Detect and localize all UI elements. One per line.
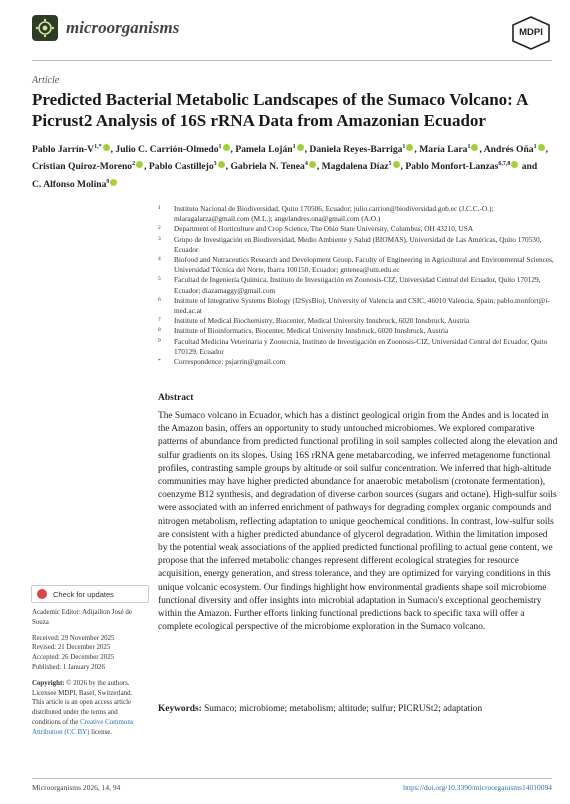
orcid-icon[interactable] xyxy=(406,144,413,151)
author-name: Magdalena Díaz xyxy=(321,161,389,173)
author xyxy=(309,144,414,155)
keywords xyxy=(158,703,558,716)
author xyxy=(419,144,479,155)
affiliation xyxy=(158,357,558,367)
affiliation-text: Grupo de Investigación en Biodiversidad, Medio Ambiente y Salud (BIOMAS), Universidad de Las Américas, Quito 170530, Ecuador xyxy=(174,234,542,254)
affiliation xyxy=(158,204,558,224)
author xyxy=(149,161,226,172)
orcid-icon[interactable] xyxy=(223,144,230,151)
author xyxy=(322,161,401,172)
orcid-icon[interactable] xyxy=(136,161,143,168)
copyright-notice xyxy=(32,679,144,738)
author-name: María Lara xyxy=(419,144,468,156)
author xyxy=(115,144,230,155)
received-date: Received: 29 November 2025 xyxy=(32,634,115,642)
author-affiliation-ref: 1,* xyxy=(94,144,102,150)
orcid-icon[interactable] xyxy=(538,144,545,151)
affiliation-number: 9 xyxy=(158,337,161,344)
academic-editor: Academic Editor: Adijailton José de Souza xyxy=(32,609,132,626)
affiliation-number: 6 xyxy=(158,296,161,303)
affiliation xyxy=(158,235,558,255)
check-for-updates-label: Check for updates xyxy=(53,589,114,599)
affiliation-number: 4 xyxy=(158,256,161,263)
license-link[interactable]: Creative Commons Attribution (CC BY) xyxy=(32,718,134,736)
revised-date: Revised: 21 December 2025 xyxy=(32,644,111,652)
check-for-updates-button[interactable] xyxy=(31,585,149,603)
citation: Microorganisms 2026, 14, 94 xyxy=(32,783,121,792)
affiliation-text: Institute of Integrative Systems Biology (I2SysBio), University of Valencia and CSIC, 46010 Valencia, Spain; pablo.monfort@i-med.ac.at xyxy=(174,295,550,316)
author-name: Gabriela N. Tenea xyxy=(230,161,305,173)
license-tail: license. xyxy=(91,728,113,736)
affiliation-text: Facultad de Ingeniería Química, Instituto de Investigación en Zoonosis-CIZ, Universidad Central del Ecuador, Quito 170129, Ecuador; diazamaggy@gmail.com xyxy=(174,275,541,295)
author-affiliation-ref: 1 xyxy=(467,144,471,150)
author-name: Julio C. Carrión-Olmedo xyxy=(115,144,219,156)
author-name: Pamela Loján xyxy=(235,144,293,156)
footer-rule xyxy=(32,778,552,779)
author-affiliation-ref: 6,7,8 xyxy=(498,161,511,168)
author-name: Andrés Oña xyxy=(483,144,534,156)
orcid-icon[interactable] xyxy=(393,161,400,168)
author-list: Pablo Jarrín-$V^{1,*}$ , Julio C. Carrión-Olmedo$^1$ , Pamela Loján$^1$ , Daniela Reyes-Barriga$^1$ , María Lara$^1$ , Andrés Oña$^1$ , Cristian Quiroz-Moreno$^2$ , Pablo Castillejo$^3$ , Gabriela N. Tenea$^4$ , Magdalena Díaz$^5$ , Pablo Monfort-Lanzas$^{6,7,8}$ and C. Alfonso Molina$^9$ xyxy=(32,144,548,190)
accepted-date: Accepted: 26 December 2025 xyxy=(32,654,115,662)
author-name: Pablo Jarrín-V xyxy=(32,144,95,156)
copyright-text: © 2026 by the authors. Licensee MDPI, Basel, Switzerland. This article is an open access article distributed under the terms and conditions of the xyxy=(32,679,133,726)
orcid-icon[interactable] xyxy=(218,161,225,168)
author xyxy=(484,144,546,155)
affiliation xyxy=(158,275,558,295)
orcid-icon[interactable] xyxy=(110,179,117,186)
orcid-icon[interactable] xyxy=(511,161,518,168)
article-title: Predicted Bacterial Metabolic Landscapes of the Sumaco Volcano: A Picrust2 Analysis of 16S rRNA Data from Amazonian Ecuador xyxy=(32,90,528,130)
affiliation xyxy=(158,255,558,275)
author-name: C. Alfonso Molina xyxy=(32,178,107,190)
affiliation-number: 3 xyxy=(158,235,161,242)
author-affiliation-ref: 5 xyxy=(388,161,392,168)
author xyxy=(32,161,144,172)
affiliation-list xyxy=(158,204,558,367)
affiliation-text: Institute of Medical Biochemistry, Biocenter, Medical University Innsbruck, 6020 Innsbruck, Austria xyxy=(174,316,470,326)
affiliation-text: Facultad Medicina Veterinaria y Zootecnia, Instituto de Investigación en Zoonosis-CIZ, Universidad Central del Ecuador, Quito 170129, Ecuador xyxy=(174,336,548,356)
affiliation-number: * xyxy=(158,358,161,365)
affiliation-text: Department of Horticulture and Crop Science, The Ohio State University, Columbus, OH 43210, USA xyxy=(174,224,474,234)
author xyxy=(405,161,519,172)
keywords-text: Sumaco; microbiome; metabolism; altitude; sulfur; PICRUSt2; adaptation xyxy=(204,704,483,714)
author-name: Daniela Reyes-Barriga xyxy=(309,144,403,156)
affiliation-number: 5 xyxy=(158,276,161,283)
author xyxy=(235,144,304,155)
affiliation xyxy=(158,326,558,336)
author xyxy=(32,179,118,190)
orcid-icon[interactable] xyxy=(297,144,304,151)
author-affiliation-ref: 4 xyxy=(304,161,308,168)
orcid-icon[interactable] xyxy=(103,144,110,151)
author-affiliation-ref: 2 xyxy=(132,161,136,168)
author-affiliation-ref: 1 xyxy=(292,144,296,150)
orcid-icon[interactable] xyxy=(471,144,478,151)
affiliation xyxy=(158,337,558,357)
author-name: Pablo Castillejo xyxy=(148,161,214,173)
author-affiliation-ref: 1 xyxy=(402,144,406,150)
affiliation xyxy=(158,316,558,326)
author-affiliation-ref: 9 xyxy=(106,178,110,185)
article-info-sidebar xyxy=(32,608,144,744)
keywords-label: Keywords: xyxy=(158,704,202,714)
orcid-icon[interactable] xyxy=(309,161,316,168)
affiliation-text: Correspondence: psjarrin@gmail.com xyxy=(174,357,286,367)
affiliation-text: Institute of Bioinformatics, Biocenter, Medical University Innsbruck, 6020 Innsbruck, Austria xyxy=(174,326,449,336)
update-icon xyxy=(37,589,47,599)
journal-logo xyxy=(32,15,58,41)
affiliation-text: Biofood and Nutraceutics Research and Development Group, Faculty of Engineering in Agricultural and Environmental Sciences, Universidad Técnica del Norte, Ibarra 100150, Ecuador; gntenea@utn.edu.ec xyxy=(174,255,554,275)
author xyxy=(230,161,316,172)
affiliation-number: 2 xyxy=(158,225,161,232)
published-date: Published: 1 January 2026 xyxy=(32,663,105,671)
author-name: Pablo Monfort-Lanzas xyxy=(405,161,499,173)
microbe-icon xyxy=(35,18,55,38)
article-type: Article xyxy=(32,75,60,86)
abstract-text: The Sumaco volcano in Ecuador, which has a distinct geological origin from the Andes and is located in the Amazon basin, offers an opportunity to study untouched microbiomes. We explored comparative patterns of abundance from predicted functional profiling in soil samples collected along the elevation and sulfur gradients on its slopes. Using 16S rRNA gene metabarcoding, we inferred metagenome functional profiles, contrasting sample groups by altitude or soil sulfur concentration. We inferred that high-altitude communities may have higher predicted abundance for anaerobic metabolism (crotonate fermentation), coenzyme B12 synthesis, and degradation of diverse carbon sources (sugars and octane). High-sulfur soils were associated with an inferred enrichment of pathways for degrading complex organic compounds and nitrogen metabolism, reflecting adaptation to unique geochemical conditions. In contrast, low-sulfur soils are consistent with a higher predicted abundance of glycerol degradation. Within the limitation imposed by the potential weak associations of the applied predicted functional profiling to actual gene content, we propose that the inferred metabolic changes represent different ecological strategies for resource acquisition, energy generation, and stress tolerance, and they are optimized for varying conditions in this unique volcanic ecosystem. Our findings highlight how environmental gradients shape soil microbiome functional diversity and offer insights into microbial adaptation in Sumaco's exceptional geochemistry within the Amazon. Further efforts linking functional predictions back to specific taxa will offer a complete ecological perspective of the microbiome exploration in the Sumaco volcano. xyxy=(158,411,558,633)
author xyxy=(32,144,111,155)
affiliation xyxy=(158,296,558,316)
affiliation xyxy=(158,224,558,234)
abstract-heading: Abstract xyxy=(158,393,194,403)
affiliation-number: 1 xyxy=(158,205,161,211)
publisher-name: MDPI xyxy=(519,27,543,38)
doi-link[interactable]: https://doi.org/10.3390/microorganisms14010094 xyxy=(403,783,552,792)
author-conjunction: and xyxy=(521,161,538,173)
journal-name: microorganisms xyxy=(66,18,180,37)
affiliation-number: 7 xyxy=(158,317,161,324)
header-rule xyxy=(32,60,552,61)
author-name: Cristian Quiroz-Moreno xyxy=(32,161,133,173)
affiliation-text: Instituto Nacional de Biodiversidad, Quito 170506, Ecuador; julio.carrion@biodiversidad.gob.ec (J.C.C.-O.); mlaragalarza@gmail.com (M.L.); angelandres.ona@gmail.com (A.O.) xyxy=(174,204,494,224)
author-affiliation-ref: 1 xyxy=(218,144,222,150)
copyright-label: Copyright: xyxy=(32,679,65,687)
author-affiliation-ref: 3 xyxy=(213,161,217,168)
mdpi-logo xyxy=(511,16,551,50)
author-affiliation-ref: 1 xyxy=(533,144,537,150)
affiliation-number: 8 xyxy=(158,327,161,334)
